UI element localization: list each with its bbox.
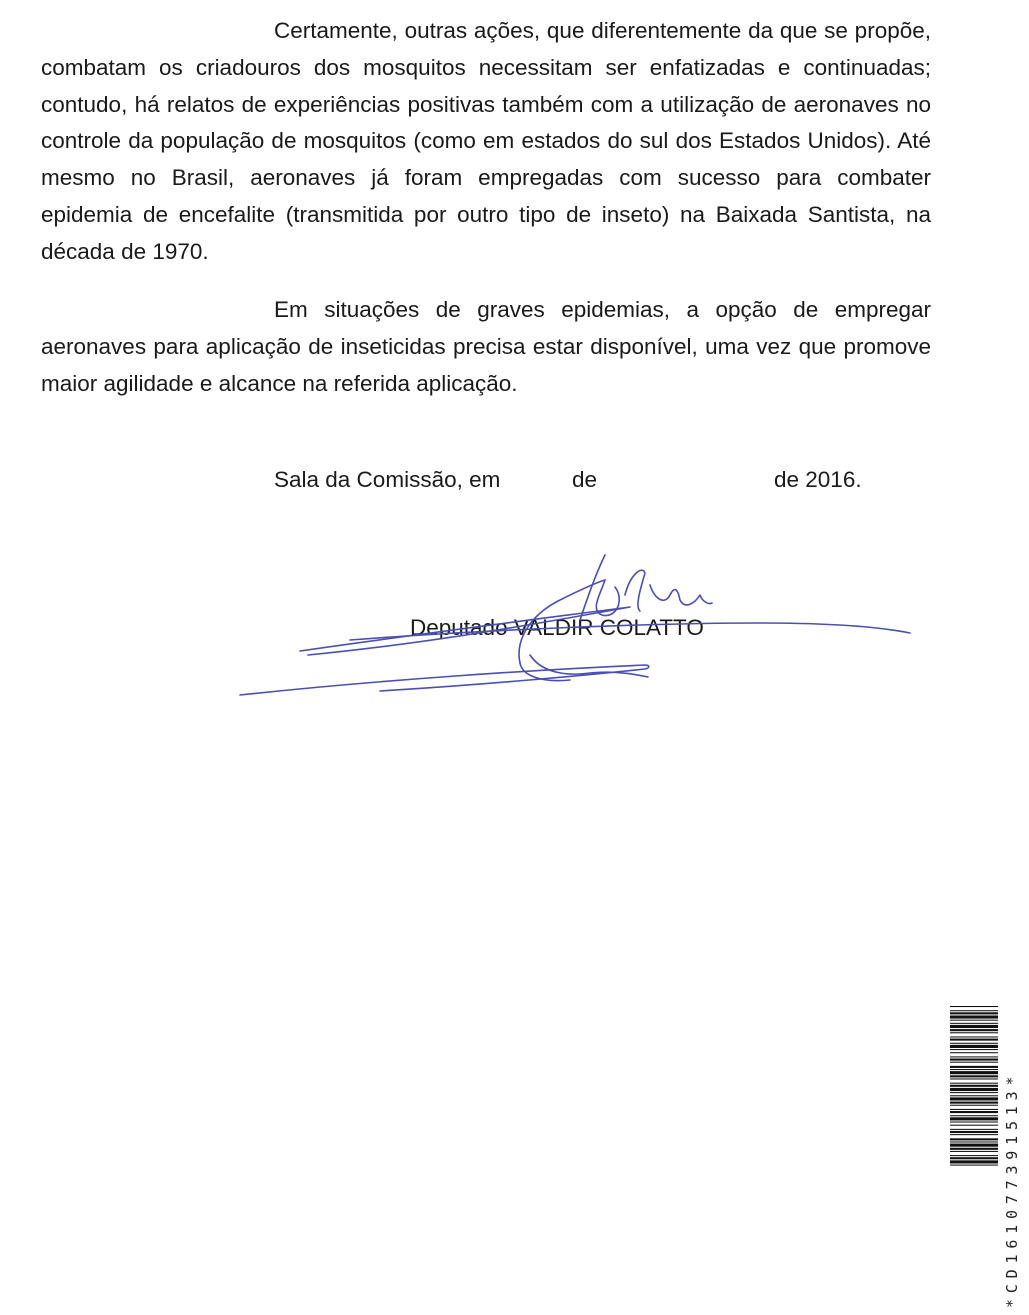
barcode-bar — [950, 1066, 998, 1068]
barcode-bar — [950, 1020, 998, 1021]
barcode-bar — [950, 1160, 998, 1163]
barcode-code-text: *CD161077391513* — [1003, 1070, 1021, 1308]
barcode-bar — [950, 1165, 998, 1166]
barcode-bar — [950, 1115, 998, 1116]
closing-place: Sala da Comissão, em — [274, 467, 501, 492]
closing-line — [274, 462, 894, 502]
barcode-bar — [950, 1015, 998, 1018]
barcode-bar — [950, 1059, 998, 1061]
barcode-bar — [950, 1023, 998, 1024]
barcode-bar — [950, 1134, 998, 1135]
barcode-bar — [950, 1131, 998, 1133]
barcode-bar — [950, 1032, 998, 1033]
barcode-bar — [950, 1129, 998, 1130]
barcode-bar — [950, 1157, 998, 1159]
closing-date-separator: de — [572, 467, 598, 492]
barcode-bar — [950, 1075, 998, 1077]
body-paragraph-1: Certamente, outras ações, que diferentemente da que se propõe, combatam os criadouros dos mosquitos necessitam ser enfatizadas e continuadas; contudo, há relatos de experiências positivas também com a utilização de aeronaves no controle da população de mosquitos (como em estados do sul dos Estados Unidos). Até mesmo no Brasil, aeronaves já foram empregadas com sucesso para combater epidemia de encefalite (transmitida por outro tipo de inseto) na Baixada Santista, na década de 1970. — [41, 18, 931, 264]
barcode-bars — [950, 1004, 998, 1310]
barcode-bar — [950, 1105, 998, 1106]
barcode-bar — [950, 1109, 998, 1110]
barcode-bar — [950, 1069, 998, 1070]
barcode-bar — [950, 1006, 998, 1007]
barcode-bar — [950, 1039, 998, 1041]
barcode-bar — [950, 1122, 998, 1123]
barcode-bar — [950, 1151, 998, 1152]
barcode-bar — [950, 1148, 998, 1150]
barcode-bar — [950, 1010, 998, 1011]
barcode-bar — [950, 1012, 998, 1014]
barcode-bar — [950, 1111, 998, 1113]
body-paragraph-2: Em situações de graves epidemias, a opção de empregar aeronaves para aplicação de inseticidas precisa estar disponível, uma vez que promove maior agilidade e alcance na referida aplicação. — [41, 297, 931, 396]
barcode-bar — [950, 1088, 998, 1091]
barcode-bar — [950, 1036, 998, 1037]
barcode-bar — [950, 1141, 998, 1142]
closing-year: de 2016. — [774, 467, 862, 492]
barcode-bar — [950, 1102, 998, 1104]
barcode-bar — [950, 1025, 998, 1028]
barcode-bar — [950, 1049, 998, 1050]
barcode-bar — [950, 1056, 998, 1057]
barcode-bar — [950, 1045, 998, 1048]
barcode-bar — [950, 1078, 998, 1079]
signer-name: Deputado VALDIR COLATTO — [410, 615, 704, 640]
barcode-bar — [950, 1125, 998, 1126]
handwritten-signature — [230, 545, 920, 705]
barcode-bar — [950, 1085, 998, 1087]
barcode-bar — [950, 1092, 998, 1093]
barcode-bar — [950, 1043, 998, 1044]
barcode-bar — [950, 1071, 998, 1074]
barcode-bar — [950, 1155, 998, 1156]
barcode-bar — [950, 1138, 998, 1140]
barcode-bar — [950, 1083, 998, 1084]
barcode-bar — [950, 1062, 998, 1063]
barcode-bar — [950, 1097, 998, 1100]
barcode-bar — [950, 1095, 998, 1096]
barcode-bar — [950, 1117, 998, 1120]
barcode-bar — [950, 1029, 998, 1031]
barcode-bar — [950, 1052, 998, 1053]
barcode-bar — [950, 1144, 998, 1147]
